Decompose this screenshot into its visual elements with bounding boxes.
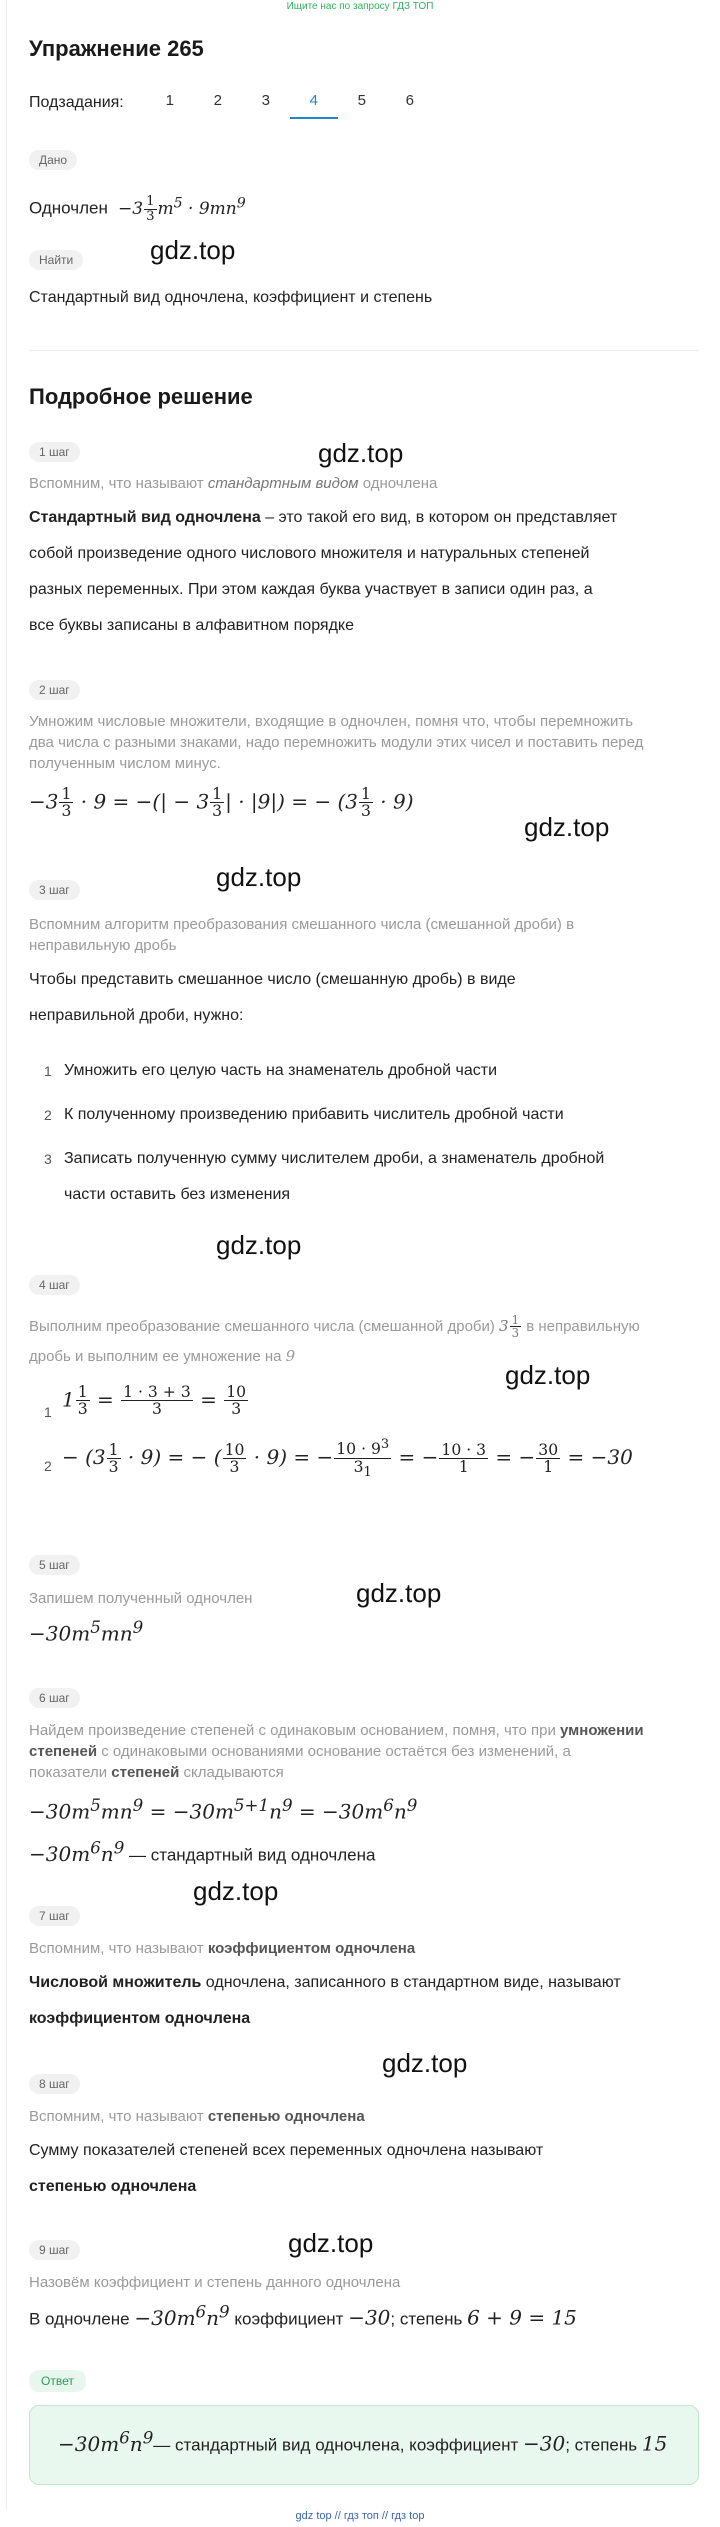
- step4-eq-num: 1: [44, 1404, 52, 1420]
- step3-list-item: Умножить его целую часть на знаменатель дробной части: [64, 1062, 498, 1079]
- answer-box: [29, 2405, 699, 2485]
- step8-hint: Вспомним, что называют степенью одночлена: [29, 2108, 365, 2125]
- step4-eq-num: 2: [44, 1458, 52, 1474]
- step5-monomial: $-30m^5mn^9$: [29, 1618, 144, 1646]
- subtasks-row: [29, 88, 434, 118]
- step9-chip: 9 шаг: [29, 2240, 80, 2260]
- step1-line3: разных переменных. При этом каждая буква участвует в записи один раз, а: [29, 581, 593, 598]
- step9-result: В одночлене $-30m^6n^9$ коэффициент −30; степень 6 + 9 = 15: [29, 2302, 577, 2330]
- step4-hint1: Выполним преобразование смешанного числа (смешанной дроби) 3 $\frac{1}{3}$ в неправильную: [29, 1313, 640, 1341]
- step5-hint: Запишем полученный одночлен: [29, 1590, 253, 1607]
- answer-chip: Ответ: [29, 2370, 86, 2392]
- step3-hint2: неправильную дробь: [29, 937, 177, 954]
- divider: [29, 350, 699, 351]
- solution-title: Подробное решение: [29, 384, 253, 409]
- step3-list-item: Записать полученную сумму числителем дроби, а знаменатель дробной: [64, 1150, 605, 1167]
- step4-equation-2: − (3 $\frac{1}{3}$ · 9) = − ( $\frac{10}{3}$ · 9) = − $\frac{10 \cdot 9^3}{3_1}$ = − $\frac{10 \cdot 3}{1}$ = − $\frac{30}{1}$ = −30: [62, 1437, 633, 1480]
- step6-equation: $-30m^5mn^9 = -30m^{5+1}n^9 = -30m^6n^9$: [29, 1796, 418, 1824]
- subtasks-label: Подзадания:: [29, 94, 124, 111]
- step7-hint: Вспомним, что называют коэффициентом одночлена: [29, 1940, 416, 1957]
- subtask-tab-3[interactable]: 3: [261, 91, 270, 109]
- given-label: Одночлен: [29, 198, 108, 218]
- step8-line1: Сумму показателей степеней всех переменных одночлена называют: [29, 2142, 544, 2159]
- watermark: gdz.top: [382, 2048, 468, 2078]
- step6-hint3: показатели степеней складываются: [29, 1764, 284, 1781]
- step6-chip: 6 шаг: [29, 1688, 80, 1708]
- step3-chip: 3 шаг: [29, 880, 80, 900]
- step4-equation-1: 1 $\frac{1}{3}$ = $\frac{1 \cdot 3 + 3}{3}$ = $\frac{10}{3}$: [62, 1383, 247, 1419]
- step1-line1: Стандартный вид одночлена – это такой его вид, в котором он представляет: [29, 509, 618, 526]
- step7-line2: коэффициентом одночлена: [29, 2010, 251, 2027]
- step3-list-num: 1: [44, 1063, 52, 1079]
- watermark: gdz.top: [524, 812, 610, 842]
- subtask-tab-6[interactable]: 6: [405, 91, 414, 109]
- given-monomial: [29, 185, 246, 227]
- step3-list-item-cont: части оставить без изменения: [64, 1186, 291, 1203]
- watermark: gdz.top: [318, 438, 404, 468]
- watermark: gdz.top: [150, 235, 236, 265]
- watermark: gdz.top: [288, 2228, 374, 2258]
- step2-hint1: Умножим числовые множители, входящие в одночлен, помня что, чтобы перемножить: [29, 713, 634, 730]
- step1-line4: все буквы записаны в алфавитном порядке: [29, 617, 354, 634]
- left-rule: [6, 0, 7, 2510]
- step2-equation: −3 $\frac{1}{3}$ · 9 = −(| − 3 $\frac{1}{3}$ | · |9|) = − (3 $\frac{1}{3}$ · 9): [29, 785, 414, 821]
- step1-hint: Вспомним, что называют стандартным видом одночлена: [29, 475, 438, 492]
- step7-line1: Числовой множитель одночлена, записанного в стандартном виде, называют: [29, 1974, 621, 1991]
- page-title: Упражнение 265: [29, 36, 204, 61]
- step6-hint2: степеней с одинаковыми основаниями основание остаётся без изменений, а: [29, 1743, 571, 1760]
- top-banner[interactable]: Ищите нас по запросу ГДЗ ТОП: [286, 1, 434, 12]
- step6-hint1: Найдем произведение степеней с одинаковым основанием, помня, что при умножении: [29, 1722, 644, 1739]
- given-chip: Дано: [29, 150, 77, 170]
- step3-hint1: Вспомним алгоритм преобразования смешанного числа (смешанной дроби) в: [29, 916, 575, 933]
- watermark: gdz.top: [505, 1360, 591, 1390]
- footer-links[interactable]: gdz top // гдз топ // гдз top: [295, 2510, 425, 2522]
- step3-line1: Чтобы представить смешанное число (смешанную дробь) в виде: [29, 971, 516, 988]
- subtask-tab-2[interactable]: 2: [213, 91, 222, 109]
- watermark: gdz.top: [356, 1578, 442, 1608]
- step3-list-num: 2: [44, 1107, 52, 1123]
- step3-list-num: 3: [44, 1151, 52, 1167]
- subtask-tab-1[interactable]: 1: [165, 91, 174, 109]
- step8-chip: 8 шаг: [29, 2074, 80, 2094]
- step5-chip: 5 шаг: [29, 1555, 80, 1575]
- step1-chip: 1 шаг: [29, 442, 80, 462]
- watermark: gdz.top: [216, 862, 302, 892]
- watermark: gdz.top: [216, 1230, 302, 1260]
- step2-hint3: полученным числом минус.: [29, 755, 221, 772]
- step1-line2: собой произведение одного числового множителя и натуральных степеней: [29, 545, 590, 562]
- step3-list-item: К полученному произведению прибавить числитель дробной части: [64, 1106, 564, 1123]
- step6-result: $-30m^6n^9$ — стандартный вид одночлена: [29, 1838, 376, 1866]
- step3-line2: неправильной дроби, нужно:: [29, 1007, 244, 1024]
- subtask-tab-5[interactable]: 5: [357, 91, 366, 109]
- step2-hint2: два числа с разными знаками, надо перемножить модули этих чисел и поставить перед: [29, 734, 644, 751]
- step2-chip: 2 шаг: [29, 680, 80, 700]
- step4-hint2: дробь и выполним ее умножение на 9: [29, 1347, 296, 1365]
- find-text: Стандартный вид одночлена, коэффициент и степень: [29, 289, 433, 306]
- step9-hint: Назовём коэффициент и степень данного одночлена: [29, 2274, 401, 2291]
- step4-chip: 4 шаг: [29, 1275, 80, 1295]
- step8-line2: степенью одночлена: [29, 2178, 197, 2195]
- given-formula: −3 $\frac{1}{3}$ $m^5 \cdot 9mn^9$: [112, 193, 246, 224]
- find-chip: Найти: [29, 250, 83, 270]
- watermark: gdz.top: [193, 1876, 279, 1906]
- step7-chip: 7 шаг: [29, 1906, 80, 1926]
- subtask-tab-4[interactable]: 4: [290, 88, 338, 119]
- answer-text: $-30m^6n^9—$ стандартный вид одночлена, коэффициент −30; степень 15: [58, 2428, 668, 2456]
